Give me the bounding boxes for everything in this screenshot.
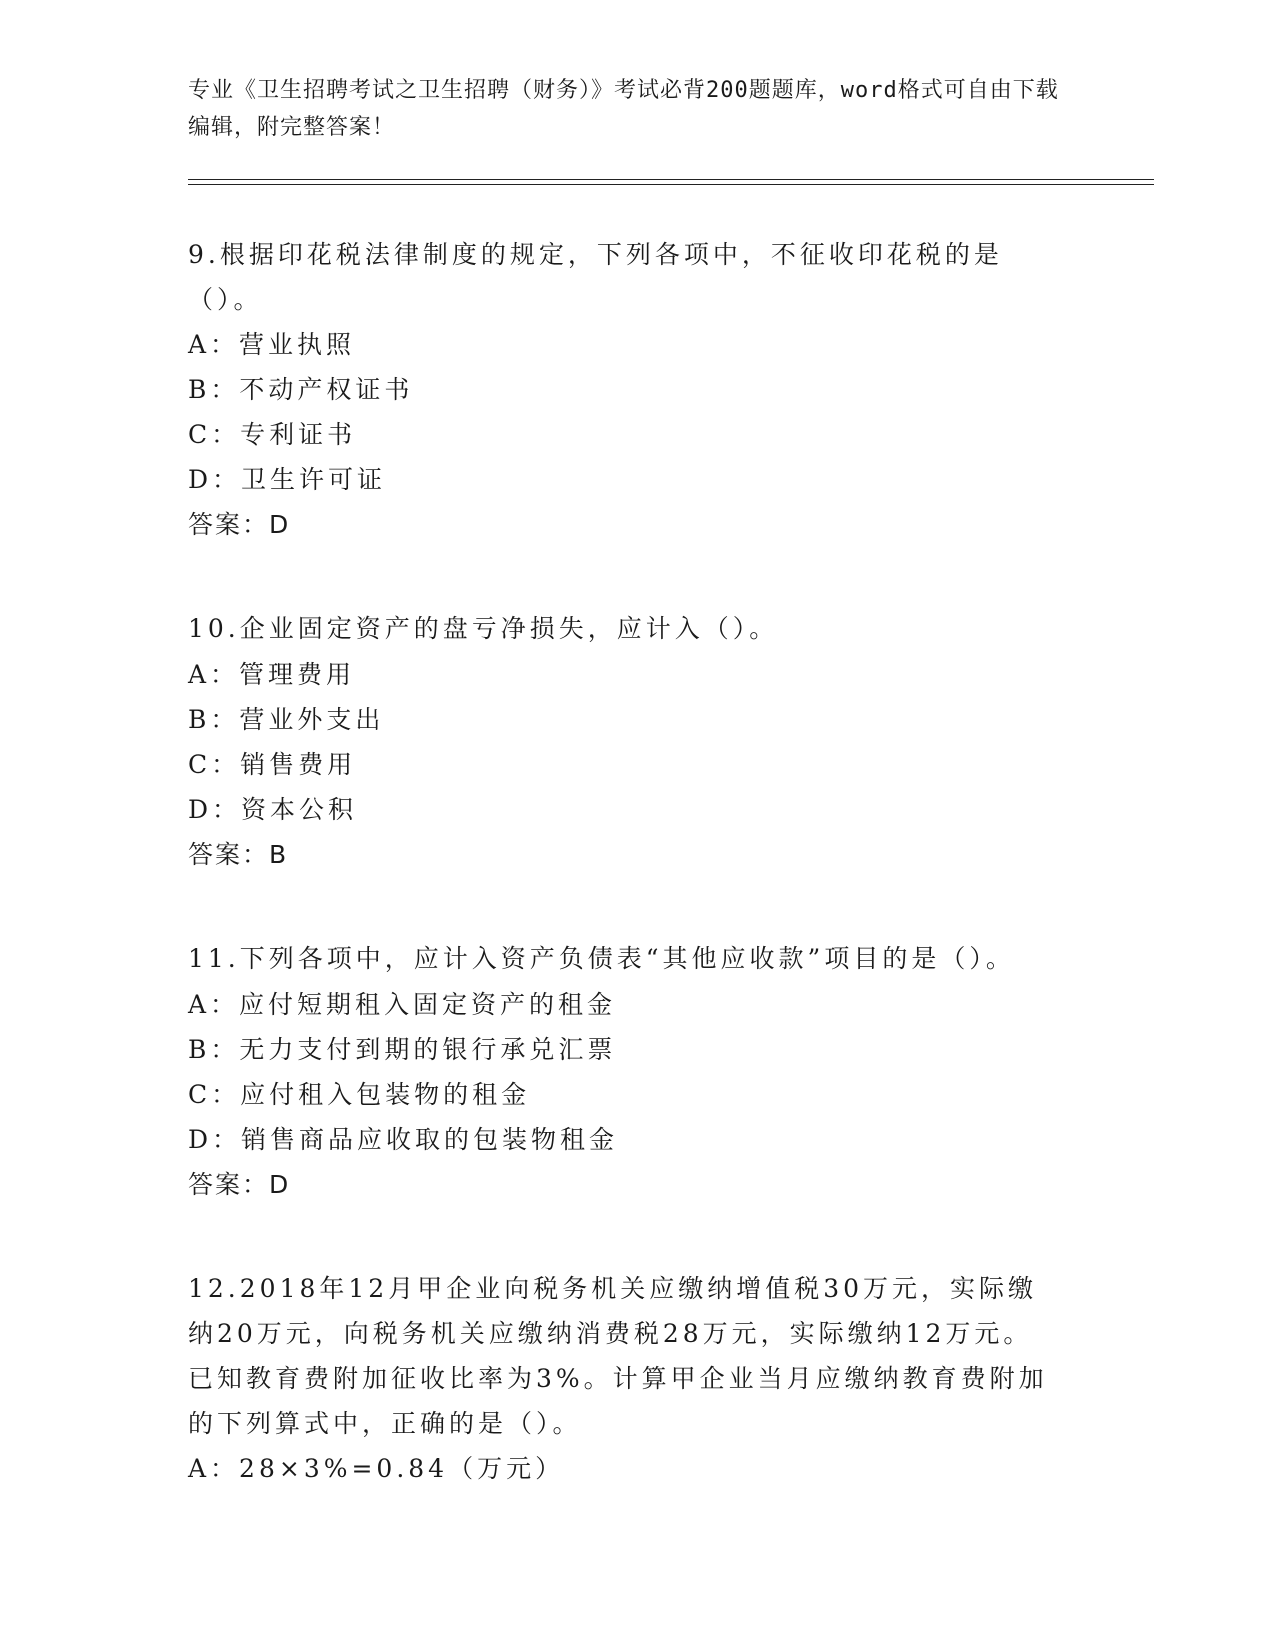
question-stem: 11.下列各项中，应计入资产负债表“其他应收款”项目的是（）。 (188, 944, 1015, 973)
question-11 (188, 936, 1088, 1208)
question-stem: 9.根据印花税法律制度的规定，下列各项中，不征收印花税的是（）。 (188, 240, 1003, 314)
option-a: A：管理费用 (188, 660, 356, 689)
document-header: 专业《卫生招聘考试之卫生招聘（财务）》考试必背200题题库，word格式可自由下载编辑，附完整答案！ (188, 78, 1059, 140)
option-a: A：营业执照 (188, 330, 356, 359)
answer: 答案：D (188, 1170, 291, 1199)
question-10 (188, 606, 1088, 878)
question-list (188, 232, 1088, 1491)
header-divider-bottom (188, 184, 1154, 185)
question-12 (188, 1266, 1088, 1491)
option-d: D：销售商品应收取的包装物租金 (188, 1125, 619, 1154)
option-a: A：28×3%=0.84（万元） (188, 1454, 565, 1483)
question-stem: 10.企业固定资产的盘亏净损失，应计入（）。 (188, 614, 779, 643)
option-b: B：不动产权证书 (188, 375, 414, 404)
option-a: A：应付短期租入固定资产的租金 (188, 990, 617, 1019)
option-d: D：资本公积 (188, 795, 358, 824)
answer: 答案：D (188, 510, 291, 539)
option-d: D：卫生许可证 (188, 465, 387, 494)
option-b: B：营业外支出 (188, 705, 385, 734)
option-c: C：销售费用 (188, 750, 357, 779)
header-divider-top (188, 179, 1154, 180)
question-9 (188, 232, 1088, 548)
option-c: C：专利证书 (188, 420, 357, 449)
option-b: B：无力支付到期的银行承兑汇票 (188, 1035, 617, 1064)
answer: 答案：B (188, 840, 289, 869)
question-stem: 12.2018年12月甲企业向税务机关应缴纳增值税30万元，实际缴纳20万元，向税务机关应缴纳消费税28万元，实际缴纳12万元。已知教育费附加征收比率为3%。计算甲企业当月应缴纳教育费附加的下列算式中，正确的是（）。 (188, 1274, 1048, 1438)
option-c: C：应付租入包装物的租金 (188, 1080, 531, 1109)
